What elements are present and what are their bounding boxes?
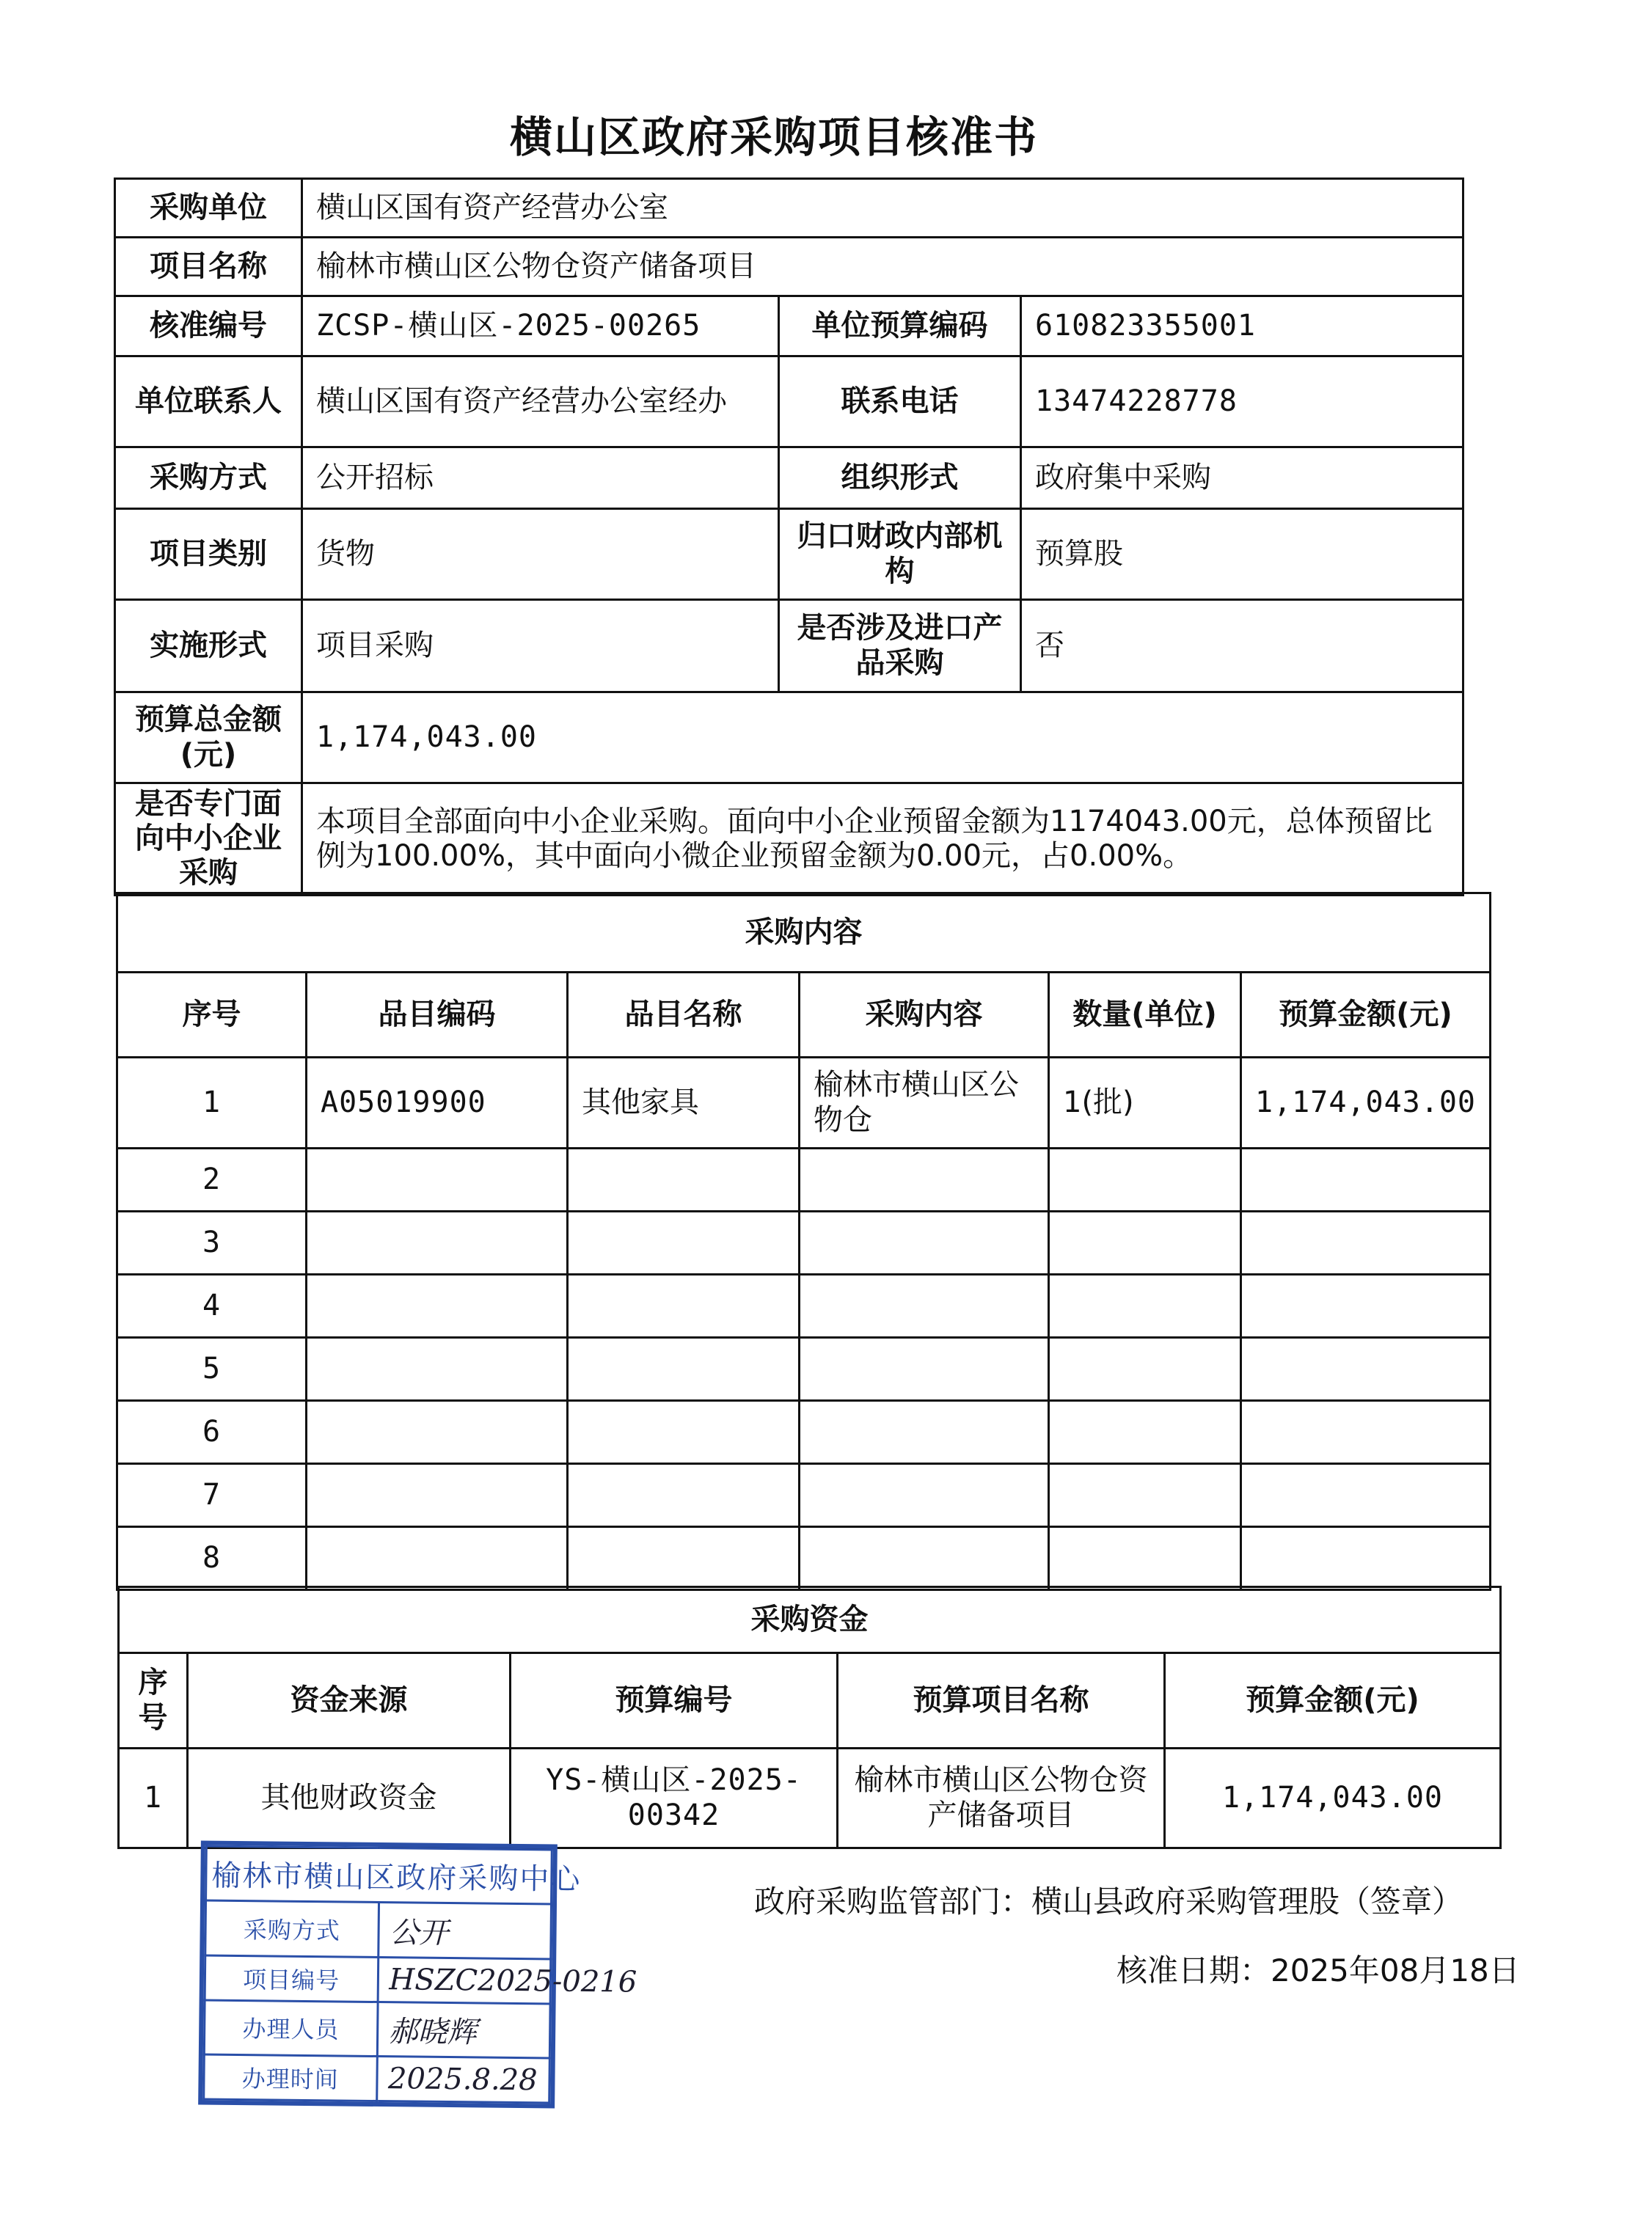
stamp-project-no-label: 项目编号 (205, 1955, 378, 2002)
row-index: 2 (117, 1149, 307, 1212)
item-quantity (1049, 1338, 1241, 1401)
content-section-title-row (117, 893, 1491, 973)
item-name (568, 1212, 800, 1275)
item-name (568, 1401, 800, 1464)
table-row (117, 1275, 1491, 1338)
item-quantity (1049, 1275, 1241, 1338)
item-content (800, 1275, 1049, 1338)
content-header: 序号 (117, 973, 307, 1058)
item-name (568, 1527, 800, 1590)
purchaser-label: 采购单位 (115, 179, 302, 238)
item-name (568, 1149, 800, 1212)
item-content: 榆林市横山区公物仓 (800, 1058, 1049, 1149)
phone-label: 联系电话 (779, 356, 1021, 447)
row-category (115, 509, 1463, 600)
content-header: 预算金额(元) (1241, 973, 1491, 1058)
item-code (307, 1338, 568, 1401)
row-contact (115, 356, 1463, 447)
content-header: 品目编码 (307, 973, 568, 1058)
item-code (307, 1401, 568, 1464)
category-value: 货物 (302, 509, 779, 600)
row-index: 6 (117, 1401, 307, 1464)
purchaser-value: 横山区国有资产经营办公室 (302, 179, 1463, 238)
item-content (800, 1401, 1049, 1464)
funds-header: 资金来源 (188, 1653, 511, 1749)
funds-header: 预算金额(元) (1165, 1653, 1501, 1749)
item-quantity (1049, 1149, 1241, 1212)
item-budget (1241, 1149, 1491, 1212)
item-quantity (1049, 1464, 1241, 1527)
stamp-handler-label: 办理人员 (204, 2000, 377, 2057)
method-label: 采购方式 (115, 447, 302, 509)
stamp-title: 榆林市横山区政府采购中心 (206, 1846, 552, 1904)
fund-source: 其他财政资金 (188, 1749, 511, 1848)
row-project-name (115, 238, 1463, 296)
info-table (114, 177, 1464, 896)
method-value: 公开招标 (302, 447, 779, 509)
stamp-handler-value: 郝晓辉 (377, 2002, 550, 2058)
stamp-method-label: 采购方式 (205, 1900, 379, 1957)
impl-form-label: 实施形式 (115, 600, 302, 692)
budget-code-label: 单位预算编码 (779, 296, 1021, 356)
table-row (117, 1149, 1491, 1212)
contact-label: 单位联系人 (115, 356, 302, 447)
document-title: 横山区政府采购项目核准书 (509, 112, 1038, 162)
row-index: 5 (117, 1338, 307, 1401)
supervisor-line: 政府采购监管部门：横山县政府采购管理股（签章） (754, 1884, 1463, 1919)
item-budget (1241, 1275, 1491, 1338)
item-content (800, 1338, 1049, 1401)
sme-label: 是否专门面向中小企业采购 (115, 783, 302, 896)
row-index: 1 (117, 1058, 307, 1149)
item-quantity (1049, 1212, 1241, 1275)
stamp-row (204, 2000, 550, 2058)
table-row (117, 1527, 1491, 1590)
item-content (800, 1527, 1049, 1590)
content-header-row (117, 973, 1491, 1058)
approval-date: 核准日期：2025年08月18日 (1116, 1952, 1520, 1988)
approval-no-value: ZCSP-横山区-2025-00265 (302, 296, 779, 356)
stamp-date-value: 2025.8.28 (376, 2057, 549, 2103)
org-form-value: 政府集中采购 (1021, 447, 1463, 509)
finance-dept-value: 预算股 (1021, 509, 1463, 600)
import-label: 是否涉及进口产品采购 (779, 600, 1021, 692)
item-budget (1241, 1464, 1491, 1527)
content-table (116, 892, 1491, 1591)
item-code (307, 1464, 568, 1527)
funds-table (117, 1586, 1502, 1849)
table-row (117, 1464, 1491, 1527)
item-code: A05019900 (307, 1058, 568, 1149)
fund-index: 1 (119, 1749, 188, 1848)
funds-header-row (119, 1653, 1501, 1749)
contact-value: 横山区国有资产经营办公室经办 (302, 356, 779, 447)
item-quantity (1049, 1401, 1241, 1464)
sme-value: 本项目全部面向中小企业采购。面向中小企业预留金额为1174043.00元，总体预留比例为100.00%，其中面向小微企业预留金额为0.00元，占0.00%。 (302, 783, 1463, 896)
table-row (117, 1401, 1491, 1464)
item-name (568, 1338, 800, 1401)
phone-value: 13474228778 (1021, 356, 1463, 447)
item-quantity: 1(批) (1049, 1058, 1241, 1149)
funds-header: 序号 (119, 1653, 188, 1749)
fund-budget-no: YS-横山区-2025-00342 (511, 1749, 838, 1848)
item-content (800, 1464, 1049, 1527)
content-header: 品目名称 (568, 973, 800, 1058)
stamp-project-no-value: HSZC2025-0216 (378, 1957, 551, 2003)
procurement-center-stamp (198, 1840, 637, 2108)
item-code (307, 1527, 568, 1590)
item-content (800, 1149, 1049, 1212)
budget-total-value: 1,174,043.00 (302, 692, 1463, 783)
project-name-label: 项目名称 (115, 238, 302, 296)
stamp-row (205, 1955, 551, 2004)
funds-header: 预算项目名称 (838, 1653, 1165, 1749)
item-name: 其他家具 (568, 1058, 800, 1149)
item-budget (1241, 1338, 1491, 1401)
item-budget (1241, 1527, 1491, 1590)
row-index: 3 (117, 1212, 307, 1275)
item-name (568, 1275, 800, 1338)
impl-form-value: 项目采购 (302, 600, 779, 692)
content-section-title: 采购内容 (117, 893, 1491, 973)
row-method (115, 447, 1463, 509)
stamp-date-label: 办理时间 (204, 2054, 377, 2101)
fund-project-name: 榆林市横山区公物仓资产储备项目 (838, 1749, 1165, 1848)
row-index: 4 (117, 1275, 307, 1338)
funds-header: 预算编号 (511, 1653, 838, 1749)
item-code (307, 1275, 568, 1338)
project-name-value: 榆林市横山区公物仓资产储备项目 (302, 238, 1463, 296)
table-row (119, 1749, 1501, 1848)
item-quantity (1049, 1527, 1241, 1590)
import-value: 否 (1021, 600, 1463, 692)
row-purchaser (115, 179, 1463, 238)
item-budget (1241, 1212, 1491, 1275)
org-form-label: 组织形式 (779, 447, 1021, 509)
row-index: 7 (117, 1464, 307, 1527)
item-code (307, 1212, 568, 1275)
row-approval (115, 296, 1463, 356)
row-budget-total (115, 692, 1463, 783)
stamp-method-value: 公开 (378, 1903, 551, 1959)
table-row (117, 1338, 1491, 1401)
stamp-row (205, 1900, 552, 1958)
funds-section-title-row (119, 1587, 1501, 1653)
content-header: 数量(单位) (1049, 973, 1241, 1058)
finance-dept-label: 归口财政内部机构 (779, 509, 1021, 600)
row-sme (115, 783, 1463, 896)
row-index: 8 (117, 1527, 307, 1590)
stamp-grid (202, 1845, 637, 2104)
stamp-row (204, 2054, 550, 2103)
fund-amount: 1,174,043.00 (1165, 1749, 1501, 1848)
item-content (800, 1212, 1049, 1275)
table-row (117, 1212, 1491, 1275)
item-budget: 1,174,043.00 (1241, 1058, 1491, 1149)
item-budget (1241, 1401, 1491, 1464)
row-implementation (115, 600, 1463, 692)
table-row (117, 1058, 1491, 1149)
budget-code-value: 610823355001 (1021, 296, 1463, 356)
stamp-title-row (206, 1846, 552, 1904)
funds-section-title: 采购资金 (119, 1587, 1501, 1653)
approval-no-label: 核准编号 (115, 296, 302, 356)
budget-total-label: 预算总金额(元) (115, 692, 302, 783)
item-code (307, 1149, 568, 1212)
category-label: 项目类别 (115, 509, 302, 600)
content-header: 采购内容 (800, 973, 1049, 1058)
item-name (568, 1464, 800, 1527)
